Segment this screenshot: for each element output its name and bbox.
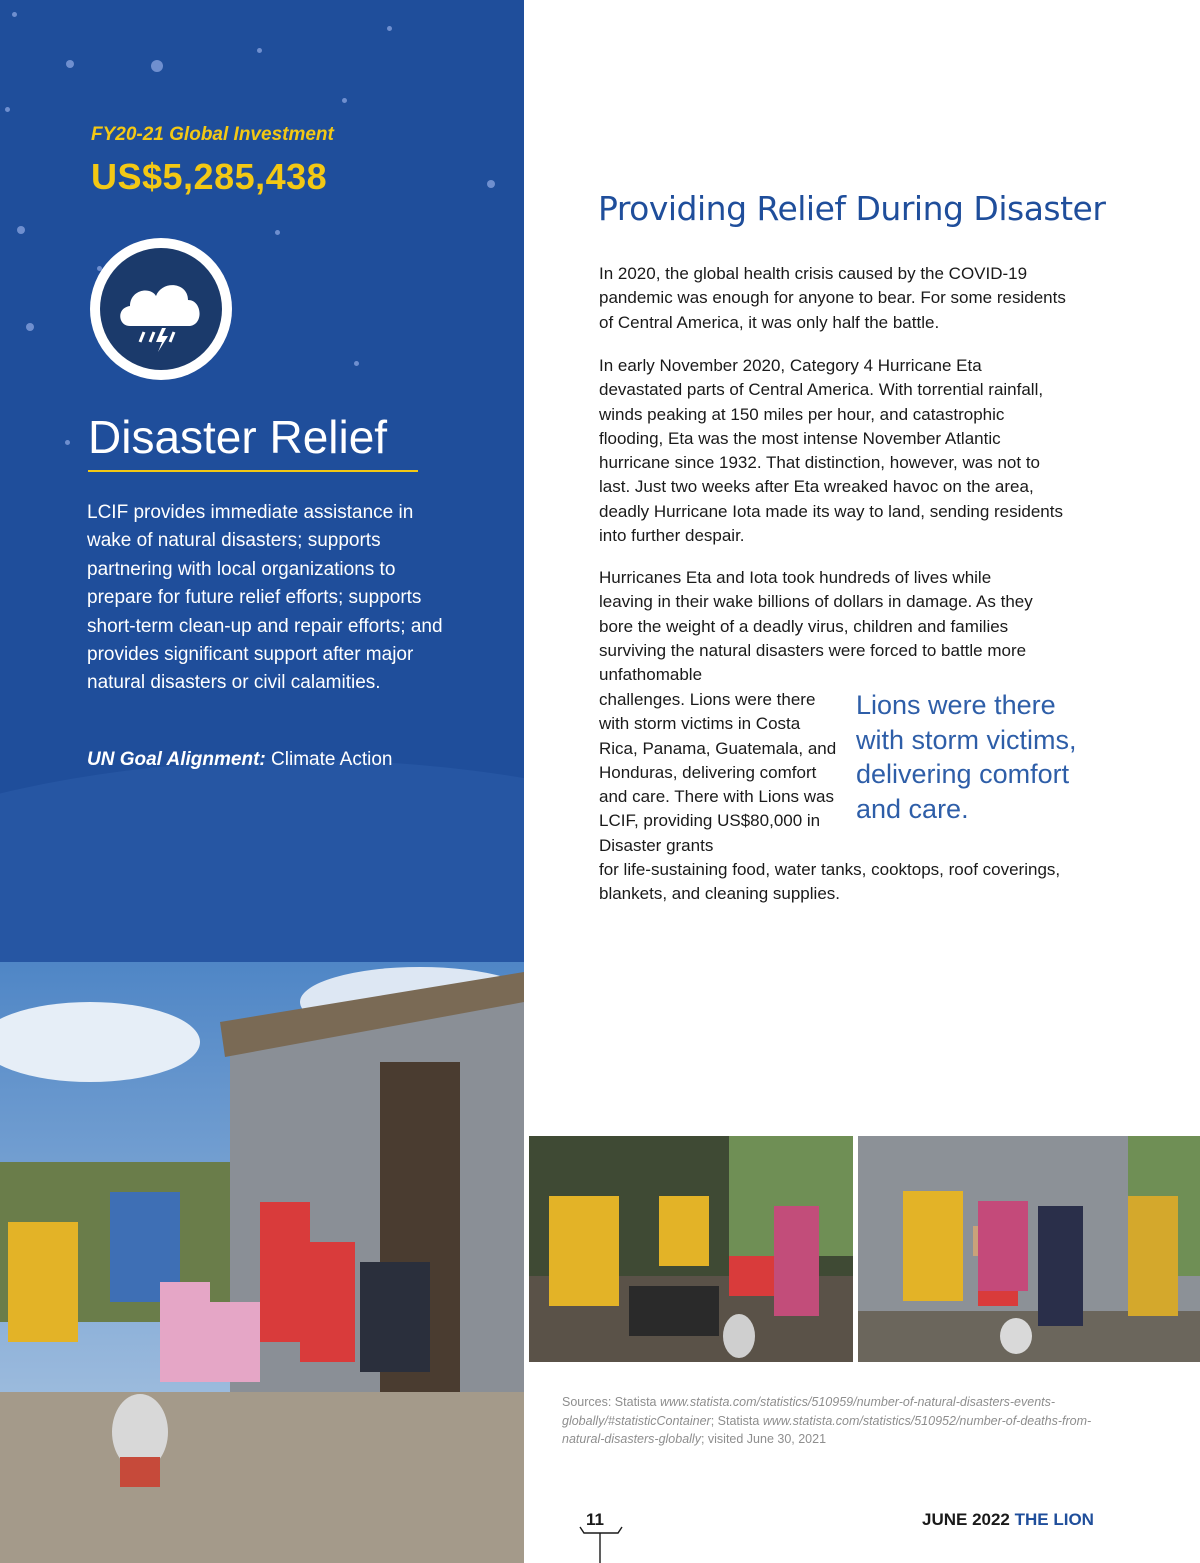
star-dot xyxy=(17,226,25,234)
source-url[interactable]: www.statista.com/statistics/510952/number-of-deaths-from-natural-disasters-globally xyxy=(562,1413,1092,1446)
investment-value: US$5,285,438 xyxy=(91,156,328,197)
issue-date: JUNE 2022 xyxy=(922,1510,1010,1529)
star-dot xyxy=(342,98,347,103)
article-paragraph-wrapped: challenges. Lions were there with storm victims in Costa Rica, Panama, Guatemala, and Honduras, delivering comfort and care. There with Lions was LCIF, providing US$80,000 in Disaster grants xyxy=(599,690,837,855)
star-dot xyxy=(257,48,262,53)
pull-quote: Lions were there with storm victims, delivering comfort and care. xyxy=(856,690,1077,824)
star-dot xyxy=(12,12,17,17)
footer-issue xyxy=(922,1510,1094,1530)
storm-cloud-icon xyxy=(90,238,232,380)
star-dot xyxy=(5,107,10,112)
article-paragraph: In 2020, the global health crisis caused by the COVID-19 pandemic was enough for anyone to bear. For some residents of Central America, it was only half the battle. xyxy=(599,264,1066,332)
section-title: Disaster Relief xyxy=(88,411,388,463)
background-wave xyxy=(0,760,524,962)
un-goal-value: Climate Action xyxy=(271,749,393,770)
article-title: Providing Relief During Disaster xyxy=(598,189,1106,228)
page-number: 11 xyxy=(586,1510,604,1529)
page-marker-icon xyxy=(578,1526,624,1563)
article-paragraph: In early November 2020, Category 4 Hurricane Eta devastated parts of Central America. With torrential rainfall, winds peaking at 150 miles per hour, and catastrophic flooding, Eta was the most intense November Atlantic hurricane since 1932. That distinction, however, was not to last. Just two weeks after Eta wreaked havoc on the area, deadly Hurricane Iota made its way to land, sending residents into further despair. xyxy=(599,356,1063,546)
section-description: LCIF provides immediate assistance in wake of natural disasters; supports partnering with local organizations to prepare for future relief efforts; supports short-term clean-up and repair efforts; and provides significant support after major natural disasters or civil calamities. xyxy=(87,502,443,694)
sources-suffix: ; visited June 30, 2021 xyxy=(700,1432,827,1446)
photo-lions-delivering-supplies xyxy=(529,1136,853,1362)
photo-family-receiving-aid xyxy=(858,1136,1200,1362)
star-dot xyxy=(275,230,280,235)
magazine-name: THE LION xyxy=(1014,1510,1094,1529)
article-paragraph: Hurricanes Eta and Iota took hundreds of lives while leaving in their wake billions of dollars in damage. As they bore the weight of a deadly virus, children and families surviving the natural disasters were forced to battle more unfathomable xyxy=(599,568,1033,685)
star-dot xyxy=(151,60,163,72)
un-goal-label: UN Goal Alignment: xyxy=(87,749,266,770)
un-goal-alignment xyxy=(87,749,392,771)
photo-family-with-lions xyxy=(0,962,524,1563)
source-url[interactable]: www.statista.com/statistics/510959/number-of-natural-disasters-events-globally/#statisticContainer xyxy=(562,1395,1056,1428)
sources-prefix: Sources: Statista xyxy=(562,1395,660,1409)
article-paragraph: for life-sustaining food, water tanks, cooktops, roof coverings, blankets, and cleaning supplies. xyxy=(599,860,1061,904)
star-dot xyxy=(65,440,70,445)
star-dot xyxy=(66,60,74,68)
star-dot xyxy=(487,180,495,188)
star-dot xyxy=(26,323,34,331)
investment-label: FY20-21 Global Investment xyxy=(91,124,334,145)
title-underline xyxy=(88,470,418,472)
sources-note xyxy=(562,1393,1102,1449)
star-dot xyxy=(354,361,359,366)
star-dot xyxy=(387,26,392,31)
sources-separator: ; Statista xyxy=(710,1413,763,1428)
